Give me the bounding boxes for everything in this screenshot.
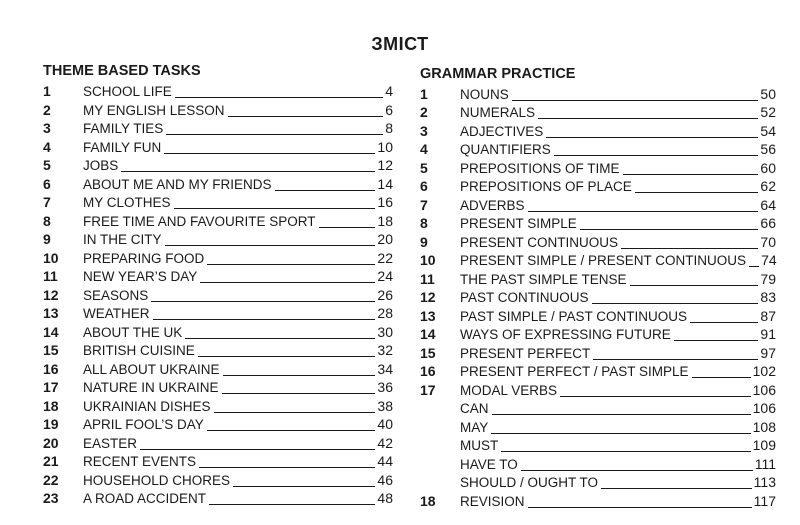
- toc-entry[interactable]: [43, 266, 393, 285]
- toc-entry-title: MY ENGLISH LESSON: [83, 102, 225, 118]
- toc-entry-title: FAMILY FUN: [83, 139, 162, 155]
- toc-entry[interactable]: [43, 321, 393, 340]
- toc-leader-line: [690, 322, 758, 323]
- toc-leader-line: [674, 340, 759, 341]
- toc-entry[interactable]: [420, 231, 776, 250]
- toc-entry[interactable]: [420, 250, 776, 269]
- theme-tasks-list: [43, 81, 393, 507]
- toc-entry-page: 28: [377, 305, 393, 321]
- toc-leader-line: [630, 285, 759, 286]
- toc-leader-line: [223, 375, 376, 376]
- toc-entry-title: PREPOSITIONS OF TIME: [460, 160, 620, 176]
- toc-entry-page: 83: [760, 289, 776, 305]
- toc-entry[interactable]: [43, 247, 393, 266]
- toc-entry-number: 14: [420, 326, 436, 342]
- toc-entry-page: 70: [760, 233, 776, 250]
- toc-entry-number: 16: [43, 360, 59, 377]
- toc-leader-line: [175, 97, 383, 98]
- toc-entry[interactable]: [420, 194, 776, 213]
- toc-entry[interactable]: [420, 157, 776, 176]
- toc-leader-line: [164, 153, 375, 154]
- toc-entry-title: SEASONS: [83, 287, 149, 303]
- toc-entry[interactable]: [43, 414, 393, 433]
- toc-entry[interactable]: [43, 118, 393, 137]
- toc-entry-page: 24: [377, 268, 393, 284]
- toc-entry[interactable]: [43, 81, 393, 100]
- toc-leader-line: [200, 282, 375, 283]
- toc-entry-page: 32: [377, 342, 393, 358]
- toc-entry[interactable]: [420, 398, 776, 417]
- toc-entry-number: 21: [43, 453, 59, 469]
- toc-entry-number: 6: [43, 175, 51, 192]
- toc-entry-number: 17: [43, 379, 59, 395]
- toc-entry[interactable]: [420, 342, 776, 361]
- toc-entry-number: 15: [420, 344, 436, 361]
- toc-leader-line: [749, 266, 759, 267]
- toc-entry-number: 22: [43, 471, 59, 488]
- toc-entry[interactable]: [43, 358, 393, 377]
- toc-entry-page: 87: [760, 307, 776, 324]
- toc-entry-number: 11: [43, 268, 58, 284]
- toc-entry-page: 64: [760, 196, 776, 213]
- toc-entry-number: 5: [43, 157, 51, 173]
- toc-entry-title: APRIL FOOL’S DAY: [83, 417, 204, 432]
- toc-entry-number: 8: [43, 212, 51, 229]
- toc-entry-page: 34: [377, 360, 393, 377]
- toc-entry-page: 48: [377, 490, 393, 506]
- toc-entry-page: 4: [385, 83, 393, 99]
- toc-entry[interactable]: [420, 176, 776, 195]
- toc-entry-number: 14: [43, 323, 59, 340]
- toc-entry-page: 113: [753, 474, 776, 490]
- toc-entry-number: 4: [420, 141, 428, 157]
- toc-entry-title: PRESENT CONTINUOUS: [460, 234, 619, 250]
- toc-leader-line: [185, 338, 375, 339]
- toc-leader-line: [538, 118, 758, 119]
- toc-entry-page: 44: [377, 453, 393, 469]
- toc-entry[interactable]: [420, 379, 776, 398]
- toc-entry-page: 10: [377, 138, 393, 155]
- toc-entry-title: NOUNS: [460, 86, 509, 102]
- toc-entry-title: SCHOOL LIFE: [83, 84, 172, 99]
- toc-entry-page: 42: [377, 434, 393, 451]
- toc-entry[interactable]: [43, 99, 393, 118]
- toc-entry-page: 79: [760, 270, 776, 287]
- toc-entry-number: 12: [420, 289, 436, 305]
- toc-leader-line: [623, 174, 759, 175]
- toc-entry-title: PRESENT SIMPLE / PRESENT CONTINUOUS: [460, 253, 747, 268]
- toc-entry-number: 1: [43, 83, 51, 99]
- toc-entry-number: 9: [43, 231, 51, 247]
- toc-entry-page: 97: [760, 344, 776, 361]
- toc-entry[interactable]: [420, 324, 776, 343]
- page-title: ЗМІСТ: [371, 34, 429, 54]
- toc-leader-line: [546, 137, 758, 138]
- toc-entry[interactable]: [43, 432, 393, 451]
- toc-entry-number: 15: [43, 342, 59, 358]
- toc-leader-line: [275, 190, 376, 191]
- toc-entry-page: 8: [385, 120, 393, 136]
- toc-leader-line: [635, 192, 759, 193]
- toc-leader-line: [621, 248, 758, 249]
- toc-leader-line: [174, 208, 376, 209]
- toc-entry-number: 3: [43, 120, 51, 136]
- toc-leader-line: [492, 414, 751, 415]
- toc-entry[interactable]: [43, 451, 393, 470]
- toc-entry-number: 7: [420, 196, 428, 213]
- toc-entry-number: 4: [43, 138, 51, 155]
- toc-entry-page: 74: [761, 252, 777, 268]
- toc-entry[interactable]: [420, 305, 776, 324]
- toc-entry-number: 6: [420, 178, 428, 194]
- toc-leader-line: [207, 430, 376, 431]
- toc-leader-line: [592, 303, 759, 304]
- toc-entry-page: 6: [385, 101, 393, 118]
- toc-entry[interactable]: [420, 361, 776, 380]
- toc-entry-number: 13: [43, 305, 59, 321]
- toc-entry-title: NATURE IN UKRAINE: [83, 380, 219, 395]
- toc-leader-line: [214, 412, 376, 413]
- toc-entry[interactable]: [420, 453, 776, 472]
- toc-entry-title: ADVERBS: [460, 197, 525, 213]
- toc-entry[interactable]: [420, 490, 776, 509]
- toc-entry-title: WEATHER: [83, 306, 150, 321]
- grammar-heading: GRAMMAR PRACTICE: [420, 66, 576, 82]
- toc-entry-title: BRITISH CUISINE: [83, 343, 195, 358]
- toc-entry-page: 40: [377, 416, 393, 432]
- toc-entry-number: 18: [43, 397, 59, 414]
- toc-entry-title: FAMILY TIES: [83, 121, 164, 136]
- toc-entry-title: PAST CONTINUOUS: [460, 290, 589, 305]
- toc-entry-title: FREE TIME AND FAVOURITE SPORT: [83, 213, 316, 229]
- toc-leader-line: [512, 100, 759, 101]
- toc-entry-number: 13: [420, 307, 436, 324]
- toc-entry-page: 109: [752, 437, 776, 453]
- toc-entry-title: MUST: [460, 438, 499, 453]
- toc-leader-line: [521, 470, 753, 471]
- toc-entry-title: NEW YEAR’S DAY: [83, 269, 198, 284]
- toc-entry-number: 2: [420, 104, 428, 120]
- toc-entry[interactable]: [420, 268, 776, 287]
- toc-entry-number: 9: [420, 233, 428, 250]
- toc-entry[interactable]: [43, 284, 393, 303]
- toc-entry-title: ABOUT THE UK: [83, 324, 183, 340]
- toc-entry-title: NUMERALS: [460, 105, 536, 120]
- toc-entry[interactable]: [43, 340, 393, 359]
- toc-entry-number: 1: [420, 85, 428, 102]
- toc-entry[interactable]: [43, 155, 393, 174]
- toc-entry-title: IN THE CITY: [83, 232, 162, 247]
- toc-entry-number: 16: [420, 363, 436, 379]
- toc-entry-page: 60: [760, 159, 776, 176]
- toc-entry[interactable]: [420, 416, 776, 435]
- toc-leader-line: [228, 116, 384, 117]
- toc-entry-page: 36: [377, 379, 393, 395]
- toc-entry-title: WAYS OF EXPRESSING FUTURE: [460, 327, 671, 342]
- toc-entry-title: PRESENT PERFECT / PAST SIMPLE: [460, 364, 689, 379]
- toc-entry-number: 17: [420, 381, 436, 398]
- toc-entry-title: PRESENT PERFECT: [460, 345, 591, 361]
- toc-entry-number: 2: [43, 101, 51, 118]
- toc-leader-line: [121, 171, 375, 172]
- toc-entry-title: MY CLOTHES: [83, 195, 171, 210]
- toc-entry-title: MODAL VERBS: [460, 382, 558, 398]
- toc-entry-page: 117: [753, 492, 776, 509]
- toc-entry-title: HOUSEHOLD CHORES: [83, 472, 231, 488]
- toc-leader-line: [580, 229, 759, 230]
- toc-entry[interactable]: [420, 83, 776, 102]
- toc-entry-page: 12: [377, 157, 393, 173]
- toc-entry-page: 108: [752, 418, 776, 435]
- toc-leader-line: [491, 433, 750, 434]
- toc-entry-title: ADJECTIVES: [460, 123, 544, 139]
- toc-entry-page: 66: [760, 215, 776, 231]
- toc-entry-number: 18: [420, 492, 436, 509]
- toc-entry[interactable]: [420, 472, 776, 491]
- toc-entry-page: 62: [760, 178, 776, 194]
- toc-entry-number: 10: [43, 249, 59, 266]
- toc-entry[interactable]: [43, 488, 393, 507]
- toc-entry[interactable]: [43, 469, 393, 488]
- toc-leader-line: [501, 451, 750, 452]
- toc-entry-page: 14: [377, 175, 393, 192]
- toc-leader-line: [209, 504, 375, 505]
- toc-leader-line: [207, 264, 375, 265]
- toc-leader-line: [222, 393, 376, 394]
- toc-entry[interactable]: [43, 377, 393, 396]
- theme-tasks-column: [43, 62, 393, 506]
- toc-entry[interactable]: [420, 287, 776, 306]
- toc-entry-title: PRESENT SIMPLE: [460, 216, 577, 231]
- toc-entry-number: 19: [43, 416, 59, 432]
- toc-entry-page: 106: [752, 381, 776, 398]
- toc-entry-title: HAVE TO: [460, 456, 518, 472]
- toc-entry-title: SHOULD / OUGHT TO: [460, 475, 599, 490]
- toc-entry-page: 54: [760, 122, 776, 139]
- toc-entry[interactable]: [420, 102, 776, 121]
- toc-leader-line: [140, 449, 375, 450]
- toc-entry[interactable]: [43, 303, 393, 322]
- toc-entry-number: 20: [43, 434, 59, 451]
- toc-entry-number: 3: [420, 122, 428, 139]
- toc-entry-title: QUANTIFIERS: [460, 142, 551, 157]
- toc-entry-page: 20: [377, 231, 393, 247]
- toc-entry-page: 52: [760, 104, 776, 120]
- toc-leader-line: [528, 211, 759, 212]
- toc-entry-page: 18: [377, 212, 393, 229]
- toc-entry[interactable]: [43, 210, 393, 229]
- toc-entry-page: 22: [377, 249, 393, 266]
- toc-entry-title: THE PAST SIMPLE TENSE: [460, 271, 627, 287]
- toc-entry-title: PAST SIMPLE / PAST CONTINUOUS: [460, 308, 688, 324]
- toc-entry[interactable]: [420, 213, 776, 232]
- toc-entry[interactable]: [43, 173, 393, 192]
- toc-entry-page: 16: [377, 194, 393, 210]
- toc-entry-number: 23: [43, 490, 59, 506]
- toc-entry-page: 56: [760, 141, 776, 157]
- toc-entry-title: PREPOSITIONS OF PLACE: [460, 179, 632, 194]
- toc-entry-number: 8: [420, 215, 428, 231]
- toc-entry-number: 5: [420, 159, 428, 176]
- toc-entry[interactable]: [420, 120, 776, 139]
- toc-entry-title: RECENT EVENTS: [83, 454, 197, 469]
- toc-leader-line: [554, 155, 759, 156]
- toc-entry-number: 12: [43, 286, 59, 303]
- toc-leader-line: [198, 356, 376, 357]
- toc-entry[interactable]: [43, 136, 393, 155]
- toc-leader-line: [233, 486, 375, 487]
- toc-leader-line: [166, 134, 383, 135]
- toc-entry-title: JOBS: [83, 158, 119, 173]
- toc-leader-line: [319, 227, 376, 228]
- toc-entry[interactable]: [420, 435, 776, 454]
- toc-leader-line: [601, 488, 752, 489]
- toc-entry-number: 11: [420, 270, 435, 287]
- grammar-column: [420, 62, 777, 509]
- toc-entry[interactable]: [43, 395, 393, 414]
- toc-entry-page: 38: [377, 397, 393, 414]
- toc-entry-title: A ROAD ACCIDENT: [83, 491, 207, 506]
- toc-entry-page: 102: [752, 363, 776, 379]
- toc-entry-title: CAN: [460, 401, 489, 416]
- toc-leader-line: [593, 359, 758, 360]
- toc-entry-page: 26: [377, 286, 393, 303]
- toc-entry-title: ABOUT ME AND MY FRIENDS: [83, 176, 272, 192]
- toc-entry-page: 111: [754, 455, 776, 472]
- toc-entry-page: 46: [377, 471, 393, 488]
- toc-leader-line: [151, 301, 375, 302]
- toc-entry-title: ALL ABOUT UKRAINE: [83, 361, 220, 377]
- toc-leader-line: [560, 396, 751, 397]
- toc-entry-title: EASTER: [83, 435, 138, 451]
- toc-entry-number: 10: [420, 252, 436, 268]
- toc-leader-line: [199, 467, 375, 468]
- toc-entry-number: 7: [43, 194, 51, 210]
- grammar-list: [420, 83, 776, 509]
- toc-entry-page: 30: [377, 323, 393, 340]
- toc-entry-title: PREPARING FOOD: [83, 250, 205, 266]
- toc-entry-title: REVISION: [460, 493, 525, 509]
- toc-entry[interactable]: [420, 139, 776, 158]
- toc-leader-line: [153, 319, 376, 320]
- toc-entry-page: 50: [760, 85, 776, 102]
- theme-tasks-heading: THEME BASED TASKS: [43, 63, 201, 79]
- toc-entry-page: 106: [752, 400, 776, 416]
- toc-leader-line: [165, 245, 376, 246]
- toc-entry[interactable]: [43, 192, 393, 211]
- toc-entry-title: UKRAINIAN DISHES: [83, 398, 211, 414]
- toc-entry-page: 91: [760, 326, 776, 342]
- toc-leader-line: [528, 507, 752, 508]
- toc-entry-title: MAY: [460, 419, 489, 435]
- toc-leader-line: [692, 377, 751, 378]
- toc-entry[interactable]: [43, 229, 393, 248]
